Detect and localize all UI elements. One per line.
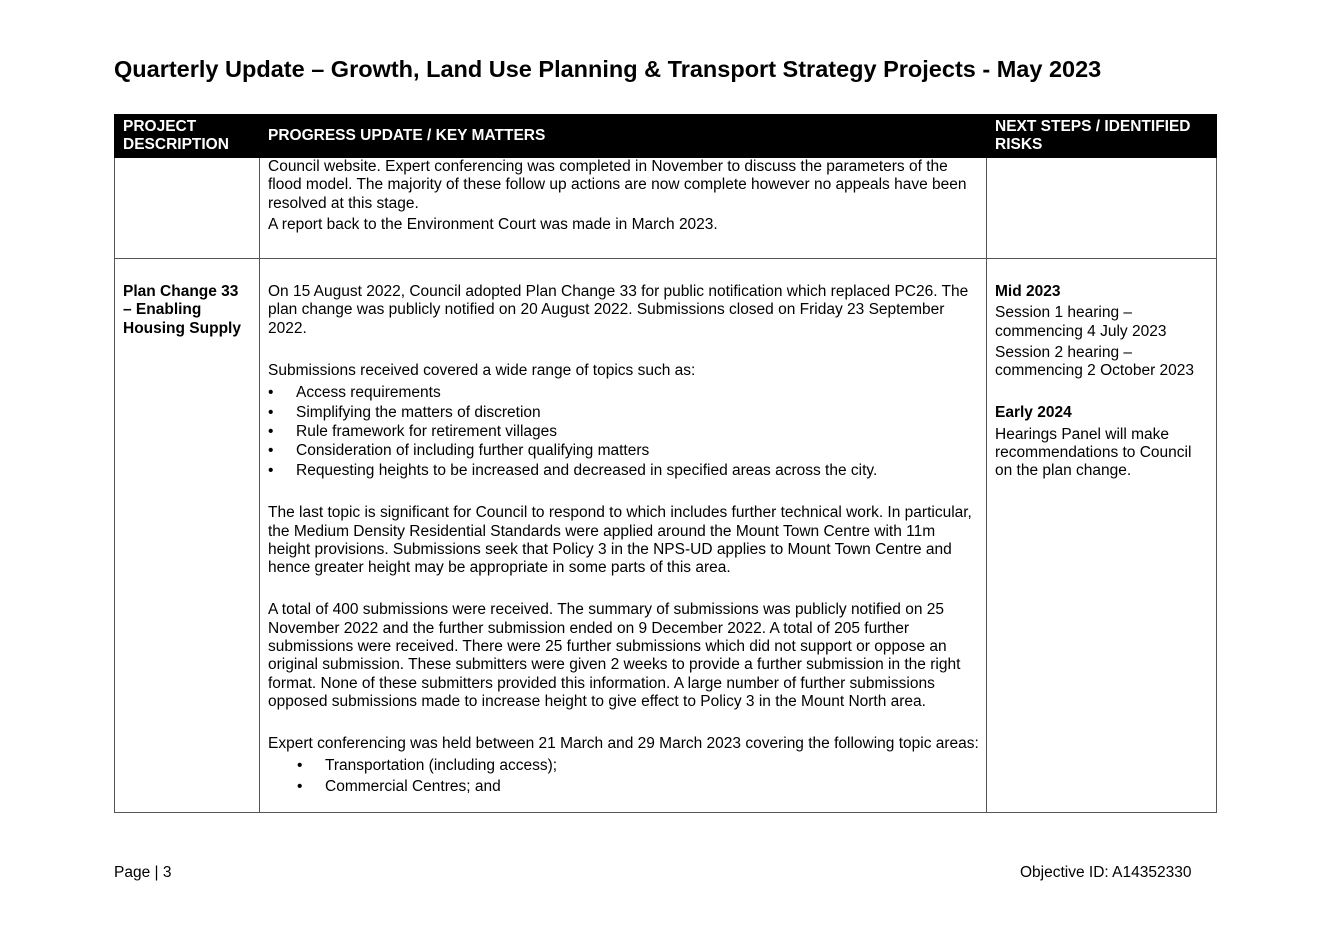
row1-next-steps-cell [987,158,1217,259]
next-steps-heading: Mid 2023 [995,283,1061,300]
list-item: • Transportation (including access); [268,756,980,777]
row2-next-steps-cell [987,259,1217,813]
next-steps-item: Hearings Panel will make recommendations to Council on the plan change. [995,425,1192,480]
bullet-icon: • [297,777,303,795]
next-steps-item: Session 2 hearing – commencing 2 October 2023 [995,343,1195,380]
progress-paragraph: On 15 August 2022, Council adopted Plan Change 33 for public notification which replaced PC26. The plan change was publicly notified on 20 August 2022. Submissions closed on Friday 23 September 2022. [268,283,969,337]
next-steps-item: Session 1 hearing – commencing 4 July 2023 [995,304,1167,340]
next-steps-heading: Early 2024 [995,404,1072,422]
row2-description-cell [115,259,260,813]
header-progress-update: PROGRESS UPDATE / KEY MATTERS [260,115,987,158]
row1-progress-cell [260,158,987,259]
list-item: • Simplifying the matters of discretion [268,403,541,421]
bullet-icon: • [268,384,274,402]
projects-table [114,114,1217,813]
bullet-icon: • [268,423,274,440]
table-header-row [115,115,1217,158]
conferencing-topics-list [268,756,980,797]
progress-paragraph: Submissions received covered a wide range of topics such as: [268,361,696,379]
objective-id: Objective ID: A14352330 [1020,864,1192,881]
row1-description-cell [115,158,260,259]
row1-progress-paragraph: A report back to the Environment Court was made in March 2023. [268,215,718,233]
progress-paragraph: Expert conferencing was held between 21 March and 29 March 2023 covering the following topic areas: [268,735,979,753]
page-title: Quarterly Update – Growth, Land Use Planning & Transport Strategy Projects - May 2023 [114,56,1102,82]
list-item: • Access requirements [268,384,441,402]
topics-list [268,383,980,480]
progress-paragraph: A total of 400 submissions were received. The summary of submissions was publicly notified on 25 November 2022 and the further submission ended on 9 December 2022. A total of 205 further submissions were received. There were 25 further submissions which did not support or oppose an original submission. These submitters were given 2 weeks to provide a further submission in the right format. None of these submitters provided this information. A large number of further submissions opposed submissions made to increase height to give effect to Policy 3 in the Mount North area. [268,601,961,710]
progress-paragraph: The last topic is significant for Council to respond to which includes further technical work. In particular, the Medium Density Residential Standards were applied around the Mount Town Centre with 11m height provisions. Submissions seek that Policy 3 in the NPS-UD applies to Mount Town Centre and hence greater height may be appropriate in some parts of this area. [268,504,972,577]
header-next-steps: NEXT STEPS / IDENTIFIED RISKS [987,115,1217,158]
row1-progress-paragraph: Council website. Expert conferencing was completed in November to discuss the parameters of the flood model. The majority of these follow up actions are now complete however no appeals have been resolved at this stage. [268,158,967,212]
list-item: • Rule framework for retirement villages [268,423,558,440]
project-name: Plan Change 33 – Enabling Housing Supply [123,283,241,337]
list-item: • Requesting heights to be increased and decreased in specified areas across the city. [268,461,878,479]
list-item: • Consideration of including further qualifying matters [268,442,650,460]
bullet-icon: • [268,461,274,479]
table-row [115,259,1217,813]
bullet-icon: • [297,757,303,775]
header-project-description: PROJECT DESCRIPTION [115,115,260,158]
page-number: Page | 3 [114,864,172,881]
table-row [115,158,1217,259]
bullet-icon: • [268,403,274,421]
row2-progress-cell [260,259,987,813]
bullet-icon: • [268,442,274,460]
list-item: • Commercial Centres; and [268,777,980,798]
